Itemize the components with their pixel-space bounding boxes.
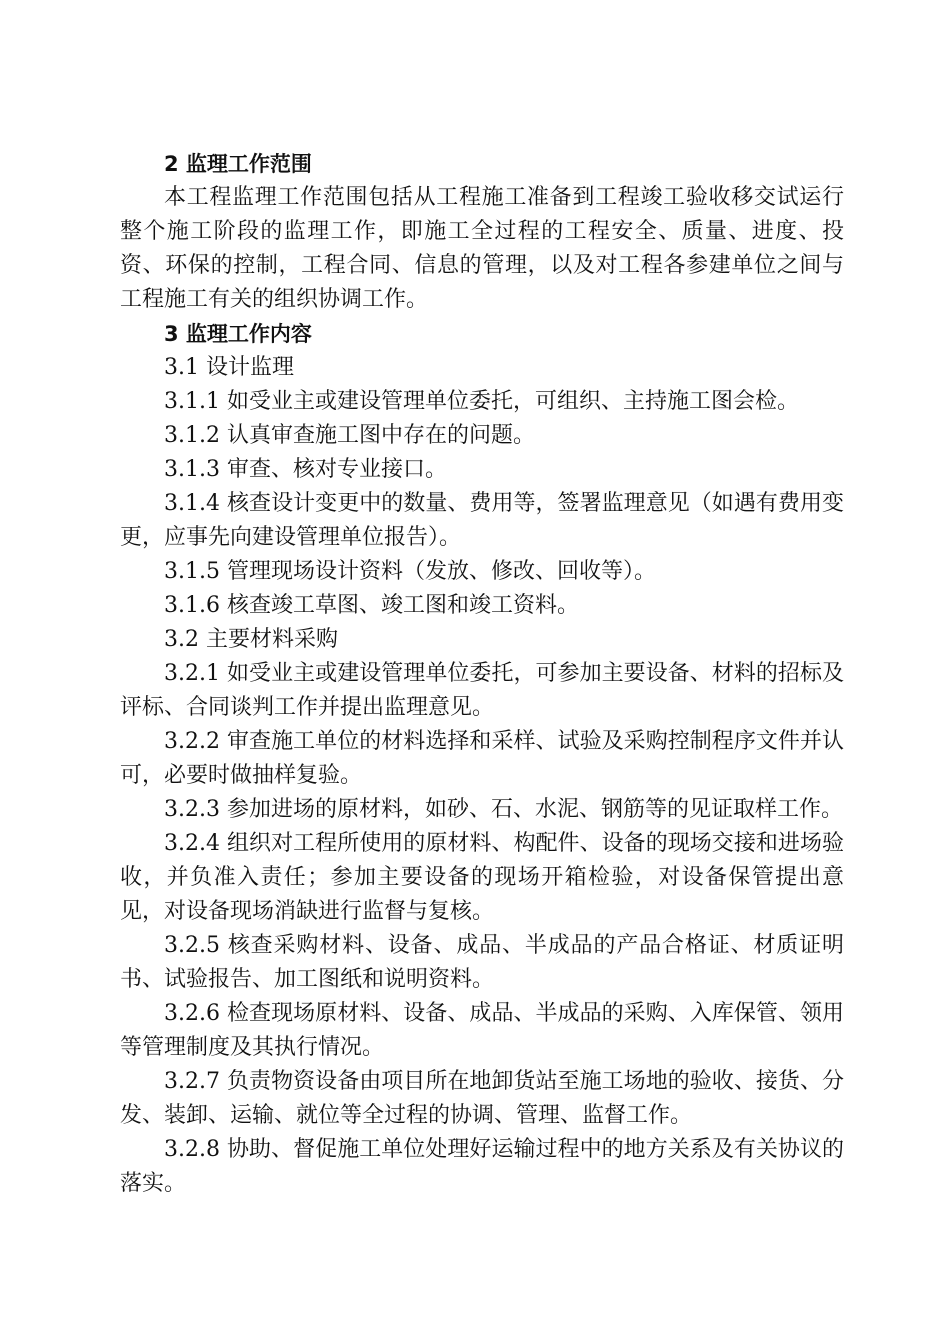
subheading-design-supervision: 3.1 设计监理: [164, 355, 294, 380]
list-item: 3.1.1 如受业主或建设管理单位委托，可组织、主持施工图会检。: [164, 389, 799, 414]
subheading-material-procurement: 3.2 主要材料采购: [164, 627, 338, 652]
list-item: 3.1.2 认真审查施工图中存在的问题。: [164, 423, 535, 448]
list-item: 3.1.3 审查、核对专业接口。: [164, 457, 447, 482]
list-item: 3.1.4 核查设计变更中的数量、费用等，签署监理意见（如遇有费用变更，应事先向建设管理单位报告）。: [120, 491, 844, 550]
list-item: 3.2.5 核查采购材料、设备、成品、半成品的产品合格证、材质证明书、试验报告、加工图纸和说明资料。: [120, 933, 844, 992]
list-item: 3.2.1 如受业主或建设管理单位委托，可参加主要设备、材料的招标及评标、合同谈判工作并提出监理意见。: [120, 661, 844, 720]
section-heading-scope: 2 监理工作范围: [164, 152, 312, 176]
list-item: 3.2.8 协助、督促施工单位处理好运输过程中的地方关系及有关协议的落实。: [120, 1137, 844, 1196]
list-item: 3.2.6 检查现场原材料、设备、成品、半成品的采购、入库保管、领用等管理制度及其执行情况。: [120, 1001, 844, 1060]
section-heading-content: 3 监理工作内容: [164, 322, 312, 346]
list-item: 3.1.5 管理现场设计资料（发放、修改、回收等）。: [164, 559, 656, 584]
document-body: [120, 147, 844, 1201]
list-item: 3.1.6 核查竣工草图、竣工图和竣工资料。: [164, 593, 579, 618]
list-item: 3.2.7 负责物资设备由项目所在地卸货站至施工场地的验收、接货、分发、装卸、运输、就位等全过程的协调、管理、监督工作。: [120, 1069, 844, 1128]
list-item: 3.2.4 组织对工程所使用的原材料、构配件、设备的现场交接和进场验收，并负准入责任；参加主要设备的现场开箱检验，对设备保管提出意见，对设备现场消缺进行监督与复核。: [120, 831, 844, 924]
list-item: 3.2.3 参加进场的原材料，如砂、石、水泥、钢筋等的见证取样工作。: [164, 797, 843, 822]
list-item: 3.2.2 审查施工单位的材料选择和采样、试验及采购控制程序文件并认可，必要时做抽样复验。: [120, 729, 844, 788]
paragraph-scope: 本工程监理工作范围包括从工程施工准备到工程竣工验收移交试运行整个施工阶段的监理工作，即施工全过程的工程安全、质量、进度、投资、环保的控制，工程合同、信息的管理，以及对工程各参建单位之间与工程施工有关的组织协调工作。: [120, 185, 844, 312]
